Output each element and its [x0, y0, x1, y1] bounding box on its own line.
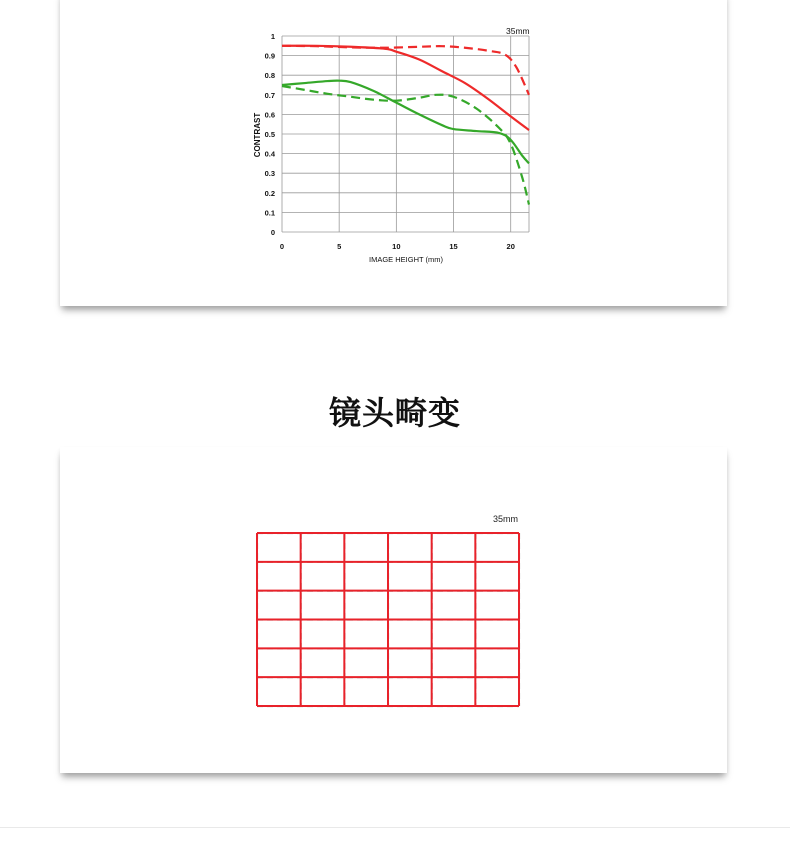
distortion-focal-label: 35mm [493, 514, 519, 524]
mtf-series-line-3 [282, 86, 529, 205]
mtf-series-line-0 [282, 46, 529, 130]
mtf-y-tick-labels [265, 32, 276, 237]
mtf-x-tick-label: 0 [279, 242, 285, 251]
distortion-card [60, 447, 727, 773]
section-title: 镜头畸变 [328, 394, 461, 432]
mtf-y-tick-label: 0 [270, 228, 275, 237]
mtf-x-tick-label: 5 [337, 242, 342, 251]
mtf-focal-label: 35mm [506, 26, 530, 36]
mtf-y-tick-label: 0.5 [264, 130, 275, 139]
mtf-chart [60, 0, 727, 306]
mtf-y-tick-label: 0.6 [264, 110, 275, 120]
mtf-series-line-1 [282, 46, 529, 95]
mtf-y-tick-label: 0.8 [264, 71, 275, 81]
mtf-grid [282, 36, 529, 232]
distortion-chart [60, 447, 727, 773]
mtf-x-tick-label: 10 [392, 242, 401, 251]
bottom-divider [0, 827, 790, 828]
mtf-y-tick-label: 0.4 [264, 149, 275, 159]
mtf-y-tick-label: 0.2 [264, 188, 275, 198]
mtf-y-tick-label: 0.7 [264, 90, 275, 100]
mtf-x-tick-label: 20 [506, 242, 515, 251]
distortion-grid [257, 533, 520, 707]
mtf-y-tick-label: 1 [270, 32, 275, 41]
mtf-y-tick-label: 0.1 [264, 208, 275, 218]
mtf-card [60, 0, 727, 306]
mtf-series [282, 46, 529, 205]
mtf-x-tick-labels [280, 242, 515, 251]
mtf-x-axis-title: IMAGE HEIGHT (mm) [368, 255, 444, 264]
mtf-x-tick-label: 15 [449, 242, 458, 251]
mtf-y-axis-title: CONTRAST [253, 112, 262, 158]
mtf-y-tick-label: 0.3 [264, 169, 275, 179]
mtf-y-tick-label: 0.9 [264, 51, 275, 61]
mtf-series-line-2 [282, 81, 529, 164]
